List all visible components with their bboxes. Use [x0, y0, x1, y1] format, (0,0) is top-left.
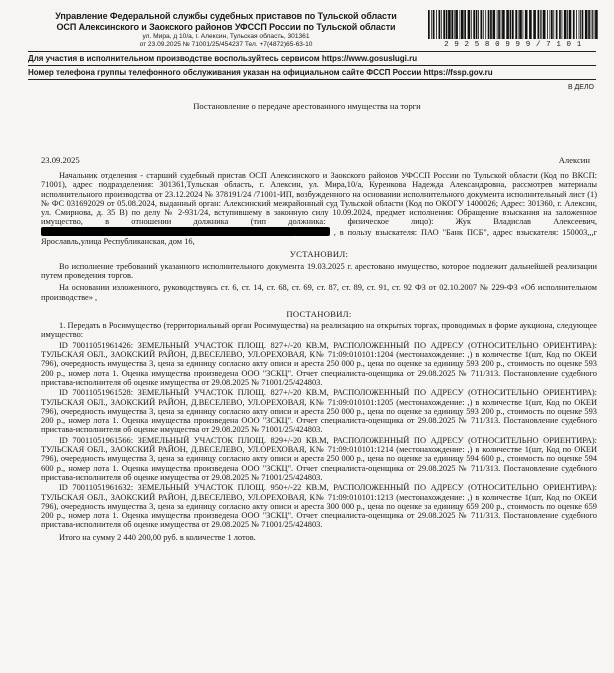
redacted-block-2 [294, 227, 330, 236]
lot-item: ID 70011051961528: ЗЕМЕЛЬНЫЙ УЧАСТОК ПЛОЩ. 827+/-20 КВ.М, РАСПОЛОЖЕННЫЙ ПО АДРЕСУ (ОТНОСИТЕЛЬНО ОРИЕНТИРА): ТУЛЬСКАЯ ОБЛ., ЗАОКСКИЙ РАЙОН, Д.ВЕСЕЛЕВО, УЛ.ОРЕХОВАЯ, К№ 71:09:010101:1205 (местонахождение: ,) в количестве 1(шт, Код по ОКЕИ 796), очередность имущества 3, цена за единицу согласно акту описи и ареста 250 000 р., цена по оценке за единицу 593 200 р., стоимость по оценке 593 200 р., номер лота 1. Оценка имущества произведена ООО "ЗСКЦ". Отчет специалиста-оценщика от 29.08.2025 № 711/313. Постановление судебного пристава-исполнителя об оценке имущества от 29.08.2025 № 71001/25/424803. [41, 388, 597, 435]
intro-end-text: , в пользу взыскателя: ПАО "Банк ПСБ", адрес взыскателя: 150003,,,г Ярославль,улица Республиканская, дом 16, [41, 227, 598, 247]
barcode-number: 2 9 2 5 8 0 9 9 9 / 7 1 0 1 [444, 41, 582, 49]
item-1-text: 1. Передать в Росимущество (территориальный орган Росимущества) на реализацию на открытых торгах, проводимых в форме аукциона, следующее имущество: [41, 321, 597, 340]
header-divider-3 [28, 79, 596, 80]
intro-text: Начальник отделения - старший судебный пристав ОСП Алексинского и Заокского районов УФССП России по Тульской области (Код по ВКСП: 71001), адрес подразделения: 301361,Тульская область, г. Алексин, ул. Мира,10/а, Куренкова Надежда Александровна, рассмотрев материалы исполнительного производства от 23.12.2024 № 378191/24 /71001-ИП, возбужденного на основании исполнительного документа исполнительный лист (1) № ФС 031692029 от 05.08.2024, выданный орган: Алексинский межрайонный суд Тульской области (Код по ОКОГУ 1400026; Адрес: 301360, г. Алексин, ул. Смирнова, д. 35 В) по делу № 2-931/24, вступившему в законную силу 10.09.2024, предмет исполнения: Обращение взыскания на заложенное имущество, в отношении должника (тип должника: физическое лицо): Жук Владислав Алексеевич, [41, 171, 597, 227]
phone-notice: Номер телефона группы телефонного обслуживания указан на официальном сайте ФССП России https://fssp.gov.ru [28, 68, 493, 77]
basis-text: На основании изложенного, руководствуясь ст. 6, ст. 14, ст. 68, ст. 69, ст. 87, ст. 89, ст. 91, ст. 92 ФЗ от 02.10.2007 № 229-ФЗ «Об исполнительном производстве» , [41, 283, 597, 302]
agency-name-line1: Управление Федеральной службы судебных приставов по Тульской области [55, 11, 397, 21]
document-body [41, 171, 597, 542]
agency-address: ул. Мира, д 10/а, г. Алексин, Тульская область, 301361 [142, 33, 310, 40]
redacted-block [41, 227, 296, 236]
lot-item: ID 70011051961632: ЗЕМЕЛЬНЫЙ УЧАСТОК ПЛОЩ. 950+/-22 КВ.М, РАСПОЛОЖЕННЫЙ ПО АДРЕСУ (ОТНОСИТЕЛЬНО ОРИЕНТИРА): ТУЛЬСКАЯ ОБЛ., ЗАОКСКИЙ РАЙОН, Д.ВЕСЕЛЕВО, УЛ.ОРЕХОВАЯ, К№ 71:09:010101:1213 (местонахождение: ,) в количестве 1(шт, Код по ОКЕИ 796), очередность имущества 3, цена за единицу согласно акту описи и ареста 300 000 р., цена по оценке за единицу 659 200 р., стоимость по оценке 659 200 р., номер лота 1. Оценка имущества произведена ООО "ЗСКЦ". Отчет специалиста-оценщика от 29.08.2025 № 711/313. Постановление судебного пристава-исполнителя об оценке имущества от 29.08.2025 № 71001/25/424803. [41, 483, 597, 530]
gosuslugi-notice: Для участия в исполнительном производстве воспользуйтесь сервисом https://www.gosuslugi.ru [28, 54, 418, 63]
agency-contacts: от 23.09.2025 № 71001/25/454237 Тел. +7(4872)65-63-10 [139, 41, 313, 48]
total-text: Итого на сумму 2 440 200,00 руб. в количестве 1 лотов. [59, 532, 256, 542]
header-divider-2 [28, 65, 596, 66]
header-divider [28, 51, 596, 52]
intro-paragraph [41, 171, 597, 246]
document-date: 23.09.2025 [41, 155, 80, 165]
postanovil-heading: ПОСТАНОВИЛ: [286, 308, 352, 319]
agency-name-line2: ОСП Алексинского и Заокского районов УФССП России по Тульской области [56, 22, 396, 32]
ustanovil-heading: УСТАНОВИЛ: [289, 249, 349, 260]
barcode-icon [428, 10, 598, 39]
ustanovil-text: Во исполнение требований указанного исполнительного документа 19.03.2025 г. арестовано имущество, которое подлежит дальнейшей реализации путем проведения торгов. [41, 261, 597, 280]
document-city: Алексин [558, 155, 590, 165]
document-header [28, 11, 424, 49]
lot-item: ID 70011051961566: ЗЕМЕЛЬНЫЙ УЧАСТОК ПЛОЩ. 829+/-20 КВ.М, РАСПОЛОЖЕННЫЙ ПО АДРЕСУ (ОТНОСИТЕЛЬНО ОРИЕНТИРА): ТУЛЬСКАЯ ОБЛ., ЗАОКСКИЙ РАЙОН, Д.ВЕСЕЛЕВО, УЛ.ОРЕХОВАЯ, К№ 71:09:010101:1214 (местонахождение: ,) в количестве 1(шт, Код по ОКЕИ 796), очередность имущества 3, цена за единицу согласно акту описи и ареста 250 000 р., цена по оценке за единицу 594 600 р., стоимость по оценке 594 600 р., номер лота 1. Оценка имущества произведена ООО "ЗСКЦ". Отчет специалиста-оценщика от 29.08.2025 № 711/313. Постановление судебного пристава-исполнителя об оценке имущества от 29.08.2025 № 71001/25/424803. [41, 435, 597, 482]
v-delo-mark: В ДЕЛО [567, 84, 594, 91]
lot-item: ID 70011051961426: ЗЕМЕЛЬНЫЙ УЧАСТОК ПЛОЩ. 827+/-20 КВ.М, РАСПОЛОЖЕННЫЙ ПО АДРЕСУ (ОТНОСИТЕЛЬНО ОРИЕНТИРА): ТУЛЬСКАЯ ОБЛ., ЗАОКСКИЙ РАЙОН, Д.ВЕСЕЛЕВО, УЛ.ОРЕХОВАЯ, К№ 71:09:010101:1204 (местонахождение: ,) в количестве 1(шт, Код по ОКЕИ 796), очередность имущества 3, цена за единицу согласно акту описи и ареста 250 000 р., цена по оценке за единицу 593 200 р., стоимость по оценке 593 200 р., номер лота 1. Оценка имущества произведена ООО "ЗСКЦ". Отчет специалиста-оценщика от 29.08.2025 № 711/313. Постановление судебного пристава-исполнителя об оценке имущества от 29.08.2025 № 71001/25/424803. [41, 340, 597, 387]
document-title: Постановление о передаче арестованного имущества на торги [193, 101, 421, 111]
